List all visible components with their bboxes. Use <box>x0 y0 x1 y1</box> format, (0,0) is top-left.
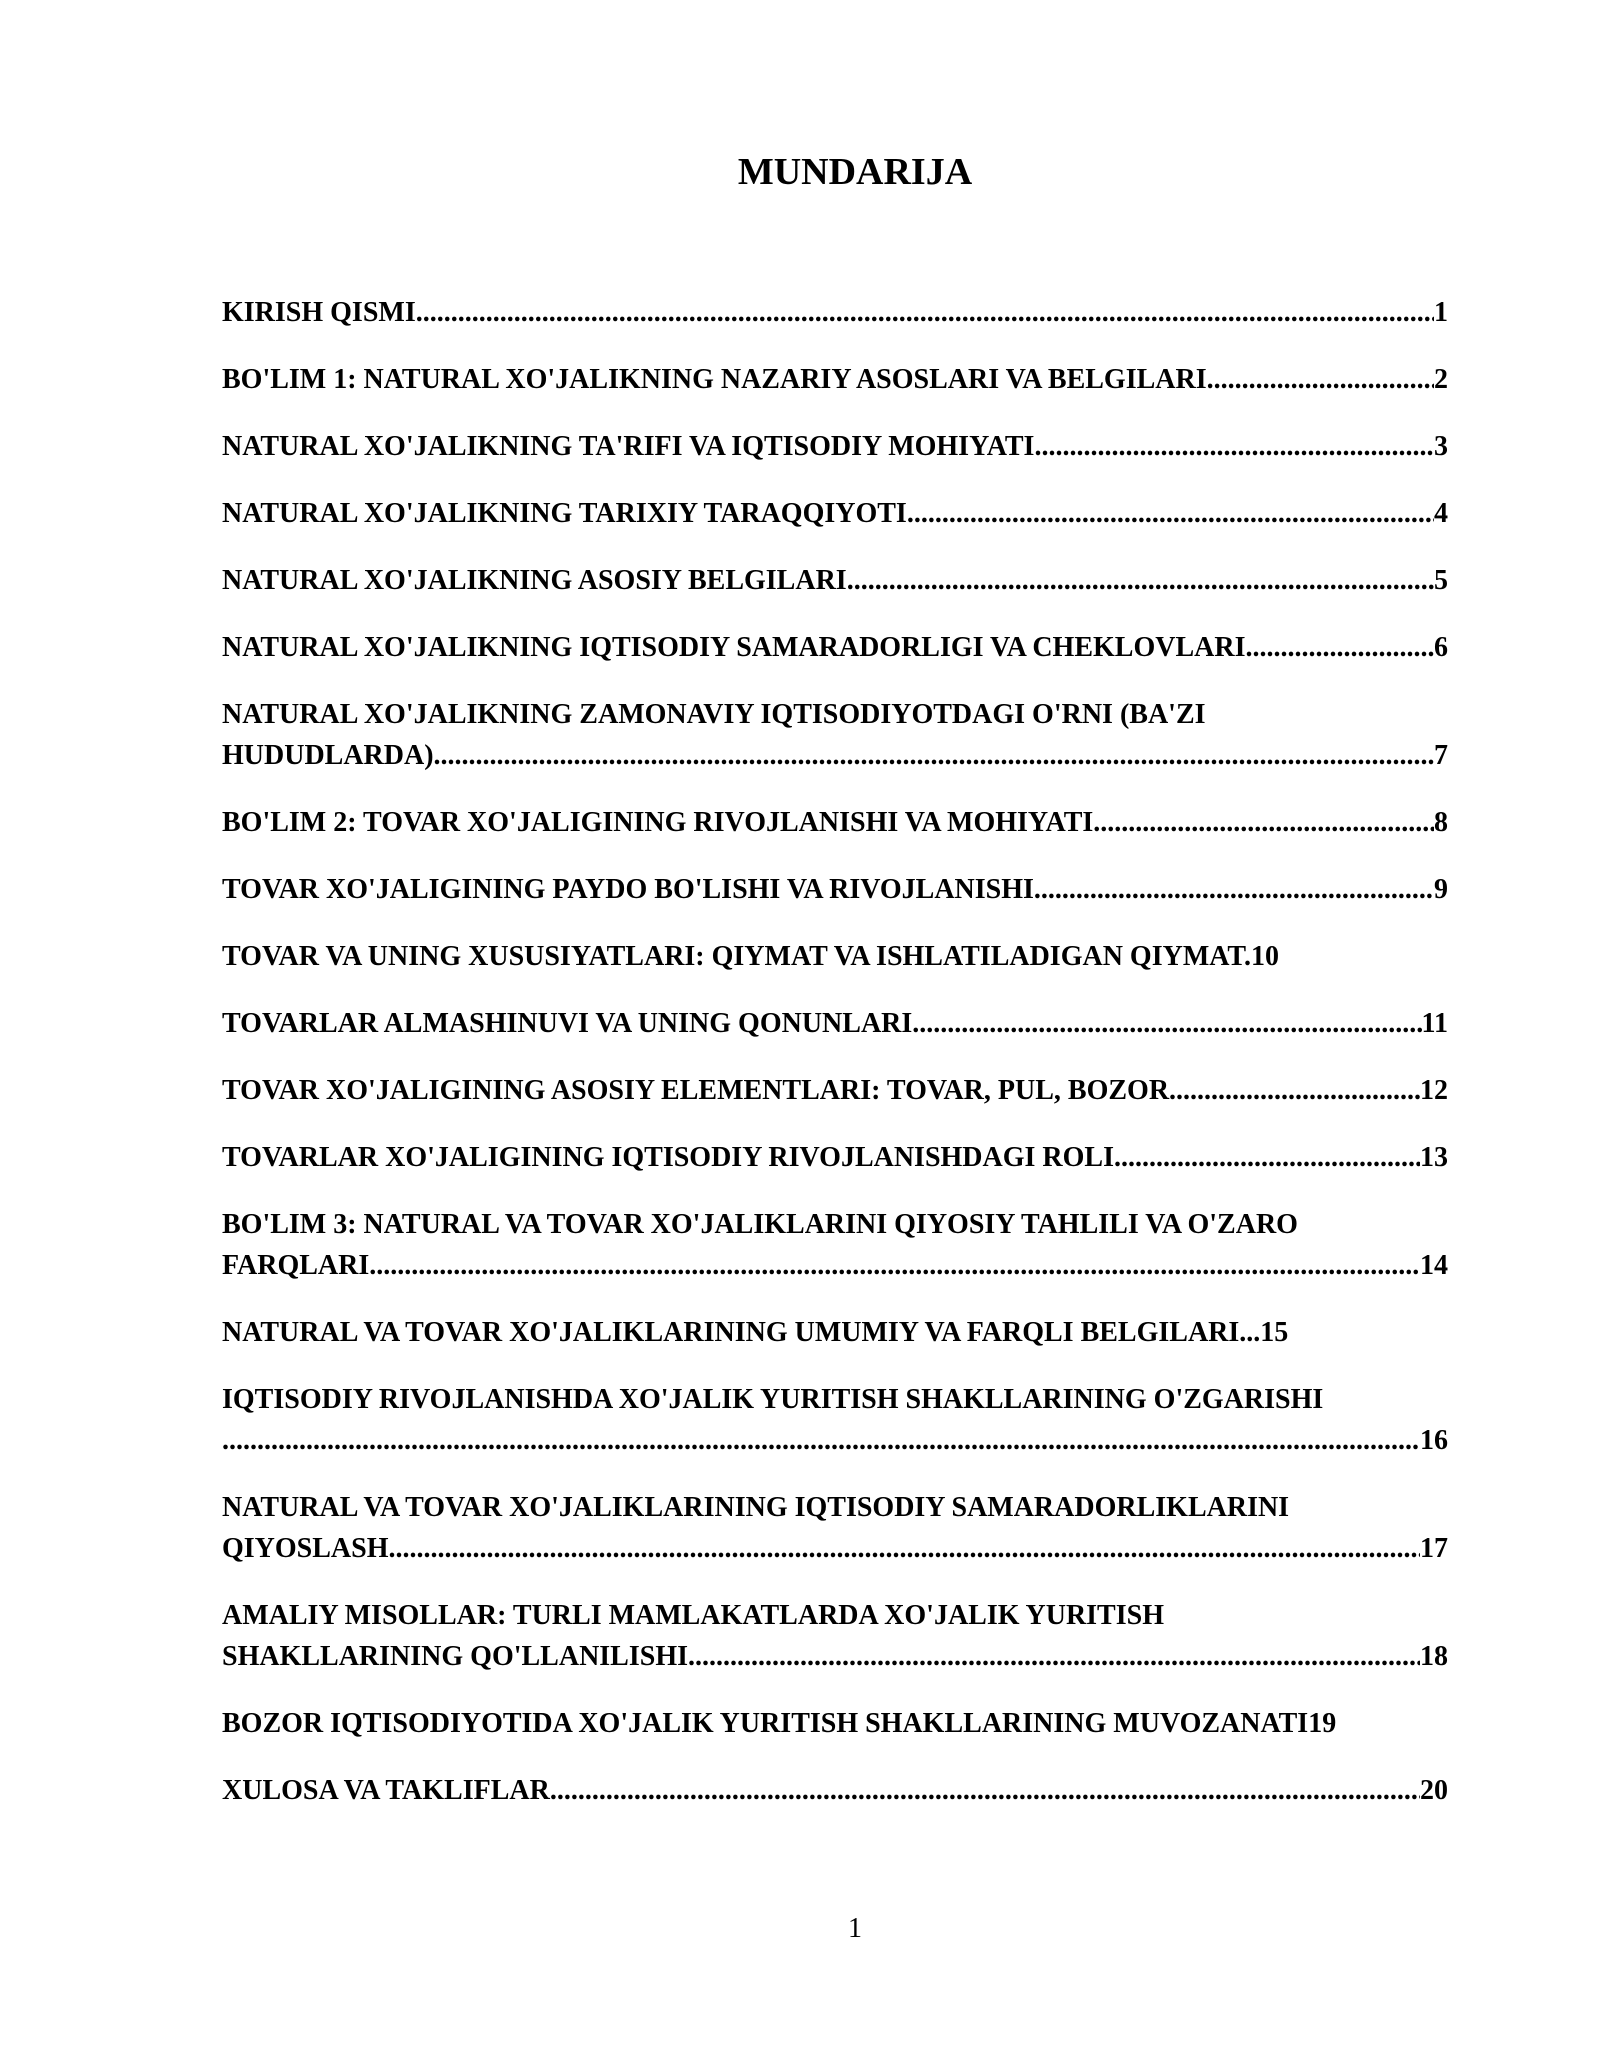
toc-entry-title: AMALIY MISOLLAR: TURLI MAMLAKATLARDA XO'JALIK YURITISH <box>222 1600 1164 1631</box>
toc-page-number: 11 <box>1421 1008 1448 1039</box>
toc-page-number: 19 <box>1308 1708 1337 1739</box>
toc-page-number: 10 <box>1251 941 1279 972</box>
toc-entry[interactable] <box>222 869 1448 910</box>
toc-entry-line <box>222 1420 1448 1461</box>
toc-entry-title: BO'LIM 1: NATURAL XO'JALIKNING NAZARIY ASOSLARI VA BELGILARI <box>222 364 1207 395</box>
toc-dot-leader <box>1245 627 1434 668</box>
toc-entry[interactable] <box>222 1204 1448 1286</box>
table-of-contents <box>222 292 1448 1837</box>
toc-entry-title: TOVAR XO'JALIGINING ASOSIY ELEMENTLARI: TOVAR, PUL, BOZOR <box>222 1075 1170 1106</box>
toc-entry-title: SHAKLLARINING QO'LLANILISHI <box>222 1641 689 1672</box>
toc-entry-line <box>222 359 1448 400</box>
toc-dot-leader <box>369 1245 1420 1286</box>
toc-page-number: 14 <box>1420 1250 1448 1281</box>
toc-page-number: 8 <box>1434 807 1448 838</box>
toc-page-number: 18 <box>1420 1641 1448 1672</box>
toc-entry-title: XULOSA VA TAKLIFLAR <box>222 1775 550 1806</box>
toc-entry-title: NATURAL VA TOVAR XO'JALIKLARINING UMUMIY VA FARQLI BELGILARI... <box>222 1317 1261 1348</box>
toc-entry-line <box>222 1070 1448 1111</box>
toc-entry-line <box>222 560 1448 601</box>
toc-entry-line <box>222 1703 1448 1744</box>
toc-entry-title: NATURAL XO'JALIKNING TA'RIFI VA IQTISODIY MOHIYATI <box>222 431 1035 462</box>
toc-page-number: 3 <box>1434 431 1448 462</box>
toc-entry-line <box>222 1137 1448 1178</box>
toc-entry-title: IQTISODIY RIVOJLANISHDA XO'JALIK YURITISH SHAKLLARINING O'ZGARISHI <box>222 1384 1324 1415</box>
toc-page-number: 17 <box>1420 1533 1448 1564</box>
toc-page-number: 2 <box>1434 364 1448 395</box>
toc-dot-leader <box>1093 802 1434 843</box>
toc-entry-title: NATURAL XO'JALIKNING TARIXIY TARAQQIYOTI <box>222 498 907 529</box>
toc-entry-title: TOVAR XO'JALIGINING PAYDO BO'LISHI VA RIVOJLANISHI <box>222 874 1034 905</box>
toc-page-number: 13 <box>1420 1142 1448 1173</box>
toc-entry-title: NATURAL XO'JALIKNING ZAMONAVIY IQTISODIYOTDAGI O'RNI (BA'ZI <box>222 699 1206 730</box>
toc-dot-leader <box>1169 1070 1420 1111</box>
toc-entry-line <box>222 1204 1448 1245</box>
toc-entry-title: TOVARLAR XO'JALIGINING IQTISODIY RIVOJLANISHDAGI ROLI <box>222 1142 1114 1173</box>
toc-dot-leader <box>1034 426 1434 467</box>
toc-entry-title: FARQLARI <box>222 1250 370 1281</box>
toc-entry-line <box>222 426 1448 467</box>
page-title: MUNDARIJA <box>737 151 973 193</box>
toc-entry-title: QIYOSLASH <box>222 1533 389 1564</box>
toc-entry[interactable] <box>222 292 1448 333</box>
toc-page-number: 4 <box>1434 498 1448 529</box>
toc-entry[interactable] <box>222 802 1448 843</box>
toc-dot-leader <box>222 1420 1420 1461</box>
toc-dot-leader <box>1207 359 1434 400</box>
toc-entry-line <box>222 1487 1448 1528</box>
toc-page-number: 20 <box>1420 1775 1448 1806</box>
toc-page-number: 12 <box>1420 1075 1448 1106</box>
toc-entry-line <box>222 627 1448 668</box>
toc-page-number: 6 <box>1434 632 1448 663</box>
toc-entry-line <box>222 493 1448 534</box>
toc-entry-line <box>222 1770 1448 1811</box>
toc-page-number: 1 <box>1434 297 1448 328</box>
toc-entry[interactable] <box>222 1137 1448 1178</box>
toc-page-number: 7 <box>1434 740 1448 771</box>
toc-entry-line <box>222 869 1448 910</box>
toc-entry[interactable] <box>222 1595 1448 1677</box>
toc-dot-leader <box>1034 869 1434 910</box>
toc-entry-title: BO'LIM 3: NATURAL VA TOVAR XO'JALIKLARINI QIYOSIY TAHLILI VA O'ZARO <box>222 1209 1298 1240</box>
toc-entry-line <box>222 802 1448 843</box>
toc-entry-line <box>222 694 1448 735</box>
toc-entry-line <box>222 1528 1448 1569</box>
toc-dot-leader <box>550 1770 1420 1811</box>
toc-entry[interactable] <box>222 426 1448 467</box>
toc-dot-leader <box>389 1528 1421 1569</box>
toc-dot-leader <box>912 1003 1421 1044</box>
toc-entry-title: KIRISH QISMI <box>222 297 416 328</box>
toc-page-number: 16 <box>1420 1425 1448 1456</box>
toc-dot-leader <box>416 292 1434 333</box>
toc-page-number: 9 <box>1434 874 1448 905</box>
toc-entry[interactable] <box>222 1070 1448 1111</box>
toc-entry-title: HUDUDLARDA) <box>222 740 434 771</box>
toc-entry-line <box>222 1379 1448 1420</box>
page-number: 1 <box>848 1913 862 1944</box>
toc-dot-leader <box>847 560 1434 601</box>
toc-entry[interactable] <box>222 694 1448 776</box>
toc-entry[interactable] <box>222 936 1448 977</box>
toc-entry-line <box>222 1595 1448 1636</box>
toc-entry-title: NATURAL XO'JALIKNING IQTISODIY SAMARADORLIGI VA CHEKLOVLARI <box>222 632 1246 663</box>
toc-entry-title: NATURAL XO'JALIKNING ASOSIY BELGILARI <box>222 565 847 596</box>
toc-entry[interactable] <box>222 627 1448 668</box>
toc-entry-line <box>222 1636 1448 1677</box>
toc-entry-title: TOVAR VA UNING XUSUSIYATLARI: QIYMAT VA ISHLATILADIGAN QIYMAT. <box>222 941 1251 972</box>
toc-page-number: 15 <box>1260 1317 1289 1348</box>
toc-entry-line <box>222 292 1448 333</box>
toc-entry[interactable] <box>222 1312 1448 1353</box>
toc-entry-line <box>222 1003 1448 1044</box>
toc-entry[interactable] <box>222 560 1448 601</box>
toc-entry[interactable] <box>222 1379 1448 1461</box>
toc-page-number: 5 <box>1434 565 1448 596</box>
toc-entry-title: TOVARLAR ALMASHINUVI VA UNING QONUNLARI <box>222 1008 913 1039</box>
toc-entry-line <box>222 1245 1448 1286</box>
toc-entry-line <box>222 735 1448 776</box>
toc-entry-line <box>222 936 1448 977</box>
toc-entry[interactable] <box>222 1770 1448 1811</box>
toc-entry-title: BOZOR IQTISODIYOTIDA XO'JALIK YURITISH SHAKLLARINING MUVOZANATI <box>222 1708 1309 1739</box>
toc-entry[interactable] <box>222 1003 1448 1044</box>
toc-entry-title: NATURAL VA TOVAR XO'JALIKLARINING IQTISODIY SAMARADORLIKLARINI <box>222 1492 1290 1523</box>
toc-entry[interactable] <box>222 1487 1448 1569</box>
toc-dot-leader <box>907 493 1434 534</box>
toc-entry[interactable] <box>222 493 1448 534</box>
toc-dot-leader <box>434 735 1434 776</box>
toc-entry-title: BO'LIM 2: TOVAR XO'JALIGINING RIVOJLANISHI VA MOHIYATI <box>222 807 1094 838</box>
toc-dot-leader <box>1114 1137 1420 1178</box>
toc-dot-leader <box>688 1636 1420 1677</box>
toc-entry-line <box>222 1312 1448 1353</box>
toc-entry[interactable] <box>222 359 1448 400</box>
toc-entry[interactable] <box>222 1703 1448 1744</box>
